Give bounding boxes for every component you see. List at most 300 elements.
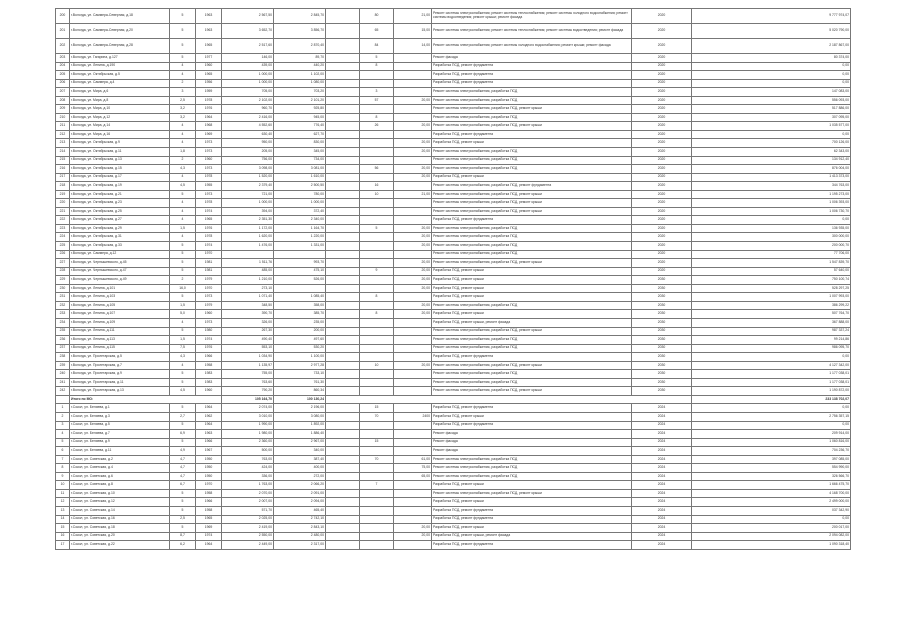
cell-cost	[394, 541, 432, 550]
cell-flats	[326, 438, 360, 447]
cell-cost: 20,00	[394, 139, 432, 148]
cell-flats	[326, 88, 360, 97]
cell-flats	[326, 387, 360, 396]
cell-cost: 20,00	[394, 361, 432, 370]
cell-living: 761,30	[274, 378, 326, 387]
cell-area: 1 000,00	[222, 199, 274, 208]
cell-period: 2024	[632, 489, 692, 498]
cell-works: Ремонт системы электроснабжения, разработка ПСД	[432, 242, 632, 251]
cell-no: 205	[56, 71, 70, 80]
cell-floors: 1,5	[170, 301, 196, 310]
cell-area: 326,00	[222, 318, 274, 327]
cell-floors: 5	[170, 259, 196, 268]
cell-sum: 300 000,00	[692, 233, 851, 242]
cell-period: 2020	[632, 190, 692, 199]
cell-works: Ремонт системы электроснабжения, разработка ПСД	[432, 472, 632, 481]
cell-flats	[326, 165, 360, 174]
table-row	[56, 301, 851, 310]
cell-cost: 61,00	[394, 455, 432, 464]
cell-year: 1973	[196, 190, 222, 199]
cell-no: 17	[56, 541, 70, 550]
cell-year: 1964	[196, 421, 222, 430]
cell-area: 1 172,00	[222, 224, 274, 233]
cell-flats	[326, 224, 360, 233]
cell-cost	[394, 156, 432, 165]
cell-no: 234	[56, 318, 70, 327]
cell-flats	[326, 404, 360, 413]
cell-sum: 1 007 993,00	[692, 293, 851, 302]
cell-flats	[326, 472, 360, 481]
subtotal-cell	[326, 395, 692, 404]
cell-period: 2030	[632, 353, 692, 362]
cell-works: Разработка ПСД, ремонт фундамента	[432, 130, 632, 139]
subtotal-cell: Итого по МО:	[70, 395, 222, 404]
cell-living: 1 331,00	[274, 242, 326, 251]
cell-address: г.Вологда, ул. Октябрьская, д.25	[70, 207, 170, 216]
cell-no: 220	[56, 199, 70, 208]
cell-sum: 1 666 475,70	[692, 481, 851, 490]
table-row	[56, 105, 851, 114]
cell-year: 1950	[196, 472, 222, 481]
cell-floors: 4,7	[170, 464, 196, 473]
cell-cost	[394, 88, 432, 97]
cell-flats	[326, 421, 360, 430]
subtotal-cell: 105 164,70	[222, 395, 274, 404]
cell-cost	[394, 498, 432, 507]
cell-address: г.Вологда, ул. Октябрьская, д.15	[70, 165, 170, 174]
table-row	[56, 438, 851, 447]
cell-floors: 3,2	[170, 105, 196, 114]
cell-no: 230	[56, 284, 70, 293]
cell-address: г.Вологда, ул. Пролетарская, д.13	[70, 387, 170, 396]
cell-year: 1964	[196, 113, 222, 122]
cell-no: 231	[56, 293, 70, 302]
cell-floors: 5	[170, 438, 196, 447]
cell-works: Ремонт системы электроснабжения, разработка ПСД, ремонт крыши	[432, 259, 632, 268]
cell-people	[360, 344, 394, 353]
cell-year: 1968	[196, 122, 222, 131]
subtotal-cell: 233 138 702,07	[692, 395, 851, 404]
cell-no: 14	[56, 515, 70, 524]
cell-year: 1973	[196, 148, 222, 157]
cell-works: Ремонт системы электроснабжения, разработка ПСД	[432, 464, 632, 473]
cell-people: 8	[360, 310, 394, 319]
cell-area: 394,00	[222, 207, 274, 216]
cell-works: Ремонт системы электроснабжения, разработка ПСД	[432, 370, 632, 379]
cell-year: 1962	[196, 412, 222, 421]
cell-people	[360, 421, 394, 430]
cell-living: 993,70	[274, 259, 326, 268]
cell-period: 2024	[632, 498, 692, 507]
cell-floors: 4,7	[170, 472, 196, 481]
cell-sum: 397 085,00	[692, 455, 851, 464]
cell-sum: 136 935,00	[692, 224, 851, 233]
cell-people: 10	[360, 361, 394, 370]
cell-people	[360, 233, 394, 242]
cell-cost: 65,00	[394, 472, 432, 481]
cell-sum: 57 640,00	[692, 267, 851, 276]
cell-floors: 5	[170, 39, 196, 54]
cell-flats	[326, 122, 360, 131]
cell-sum: 1 060 816,00	[692, 438, 851, 447]
cell-flats	[326, 148, 360, 157]
cell-sum: 62 343,00	[692, 148, 851, 157]
cell-people	[360, 353, 394, 362]
cell-works: Разработка ПСД, ремонт крыши	[432, 276, 632, 285]
cell-people	[360, 301, 394, 310]
cell-period: 2024	[632, 447, 692, 456]
cell-address: г.Вологда, ул. Октябрьская, д.17	[70, 173, 170, 182]
cell-year: 1979	[196, 301, 222, 310]
cell-sum: 9 777 974,07	[692, 9, 851, 24]
cell-area: 2 360,00	[222, 438, 274, 447]
cell-floors: 4	[170, 216, 196, 225]
cell-area: 2 007,00	[222, 498, 274, 507]
cell-flats	[326, 489, 360, 498]
cell-sum: 1 177 038,01	[692, 378, 851, 387]
cell-floors: 5	[170, 267, 196, 276]
table-row	[56, 515, 851, 524]
cell-address: г.Вологда, ул. Пролетарская, д.11	[70, 378, 170, 387]
cell-year: 1978	[196, 233, 222, 242]
cell-period: 2020	[632, 207, 692, 216]
cell-no: 204	[56, 62, 70, 71]
cell-flats	[326, 62, 360, 71]
cell-area: 1 071,40	[222, 293, 274, 302]
cell-works: Разработка ПСД, ремонт крыши	[432, 310, 632, 319]
cell-period: 2030	[632, 378, 692, 387]
cell-cost: 20,00	[394, 96, 432, 105]
cell-flats	[326, 541, 360, 550]
cell-period: 2030	[632, 293, 692, 302]
cell-cost: 20,00	[394, 276, 432, 285]
cell-no: 241	[56, 378, 70, 387]
cell-people: 84	[360, 39, 394, 54]
cell-works: Ремонт системы электроснабжения, разработка ПСД, ремонт крыши	[432, 122, 632, 131]
cell-sum: 209 914,00	[692, 430, 851, 439]
cell-area: 1 990,00	[222, 421, 274, 430]
cell-sum: 80 374,00	[692, 54, 851, 63]
cell-works: Разработка ПСД, ремонт крыши	[432, 139, 632, 148]
cell-flats	[326, 310, 360, 319]
cell-flats	[326, 301, 360, 310]
cell-cost: 20,00	[394, 284, 432, 293]
cell-period: 2024	[632, 472, 692, 481]
cell-cost: 20,00	[394, 148, 432, 157]
cell-floors: 4,3	[170, 353, 196, 362]
cell-period: 2024	[632, 464, 692, 473]
cell-floors: 2	[170, 276, 196, 285]
cell-area: 3 652,70	[222, 24, 274, 39]
cell-works: Ремонт фасада	[432, 430, 632, 439]
cell-year: 1976	[196, 344, 222, 353]
cell-year: 1950	[196, 455, 222, 464]
cell-works: Ремонт системы электроснабжения, разработка ПСД	[432, 156, 632, 165]
cell-people	[360, 156, 394, 165]
cell-flats	[326, 216, 360, 225]
cell-flats	[326, 455, 360, 464]
cell-area: 2 102,00	[222, 96, 274, 105]
cell-living: 734,00	[274, 156, 326, 165]
cell-address: г.Вологда, ул. Октябрьская, д.31	[70, 233, 170, 242]
cell-sum: 4 127 342,00	[692, 361, 851, 370]
cell-area: 1 520,00	[222, 173, 274, 182]
cell-area: 2 074,00	[222, 404, 274, 413]
cell-people	[360, 498, 394, 507]
cell-living	[274, 284, 326, 293]
cell-no: 15	[56, 524, 70, 533]
table-row	[56, 284, 851, 293]
cell-area: 485,00	[222, 267, 274, 276]
cell-flats	[326, 318, 360, 327]
cell-sum: 1 413 373,00	[692, 173, 851, 182]
cell-floors: 4,5	[170, 182, 196, 191]
cell-works: Разработка ПСД, ремонт фундамента	[432, 71, 632, 80]
cell-no: 232	[56, 301, 70, 310]
cell-flats	[326, 293, 360, 302]
cell-sum: 1 006 393,00	[692, 199, 851, 208]
cell-floors: 7,5	[170, 344, 196, 353]
cell-period: 2030	[632, 318, 692, 327]
cell-living: 1 100,00	[274, 353, 326, 362]
cell-cost	[394, 370, 432, 379]
cell-people: 70	[360, 412, 394, 421]
cell-flats	[326, 370, 360, 379]
table-row	[56, 378, 851, 387]
cell-area: 960,70	[222, 105, 274, 114]
cell-cost	[394, 378, 432, 387]
cell-floors: 6,7	[170, 481, 196, 490]
cell-year: 1983	[196, 378, 222, 387]
cell-address: г.Вологда, ул. Чернышевского, д.45	[70, 259, 170, 268]
cell-address: г.Сокол, ул. Советская, д.2	[70, 455, 170, 464]
cell-cost: 20,00	[394, 524, 432, 533]
table-row	[56, 541, 851, 550]
cell-floors: 4,9	[170, 447, 196, 456]
cell-sum: 1 177 038,01	[692, 370, 851, 379]
cell-people	[360, 387, 394, 396]
cell-people: 7	[360, 481, 394, 490]
table-row	[56, 387, 851, 396]
cell-works: Ремонт системы электроснабжения, разработка ПСД	[432, 148, 632, 157]
cell-people	[360, 71, 394, 80]
cell-cost: 20,00	[394, 173, 432, 182]
cell-no: 211	[56, 122, 70, 131]
cell-address: г.Сокол, ул. Советская, д.22	[70, 541, 170, 550]
cell-year: 1960	[196, 62, 222, 71]
cell-cost	[394, 506, 432, 515]
document-sheet	[55, 8, 850, 550]
cell-flats	[326, 284, 360, 293]
cell-no: 6	[56, 447, 70, 456]
cell-address: г.Сокол, ул. Беляева, д.11	[70, 447, 170, 456]
cell-no: 219	[56, 190, 70, 199]
cell-living	[274, 250, 326, 259]
cell-year: 1966	[196, 353, 222, 362]
cell-year: 1974	[196, 242, 222, 251]
cell-no: 223	[56, 224, 70, 233]
cell-people	[360, 464, 394, 473]
cell-living: 1 220,00	[274, 233, 326, 242]
cell-cost	[394, 489, 432, 498]
table-row	[56, 421, 851, 430]
table-row	[56, 24, 851, 39]
cell-sum: 344 763,00	[692, 182, 851, 191]
cell-period: 2020	[632, 113, 692, 122]
cell-address: г.Сокол, ул. Советская, д.16	[70, 515, 170, 524]
cell-sum: 200 017,00	[692, 524, 851, 533]
cell-people: 5	[360, 224, 394, 233]
cell-living: 945,00	[274, 113, 326, 122]
cell-sum: 750 100,74	[692, 276, 851, 285]
cell-works: Разработка ПСД, ремонт крыши	[432, 267, 632, 276]
cell-flats	[326, 79, 360, 88]
cell-cost	[394, 130, 432, 139]
cell-floors: 4	[170, 139, 196, 148]
cell-living: 1 164,70	[274, 224, 326, 233]
cell-living: 627,70	[274, 130, 326, 139]
cell-sum: 367 888,00	[692, 318, 851, 327]
cell-cost: 20,00	[394, 233, 432, 242]
table-row	[56, 88, 851, 97]
subtotal-cell	[56, 395, 70, 404]
table-row	[56, 276, 851, 285]
cell-people	[360, 139, 394, 148]
cell-floors: 5	[170, 24, 196, 39]
cell-address: г.Вологда, ул. Октябрьская, д.19	[70, 182, 170, 191]
table-row	[56, 344, 851, 353]
cell-living: 2 101,20	[274, 96, 326, 105]
cell-sum: 987 337,24	[692, 327, 851, 336]
cell-period: 2030	[632, 387, 692, 396]
table-row	[56, 481, 851, 490]
cell-period: 2030	[632, 344, 692, 353]
table-row	[56, 9, 851, 24]
table-row	[56, 130, 851, 139]
cell-area: 763,60	[222, 378, 274, 387]
cell-works: Ремонт фасада	[432, 438, 632, 447]
cell-flats	[326, 267, 360, 276]
cell-period: 2024	[632, 404, 692, 413]
cell-year: 1974	[196, 207, 222, 216]
cell-sum: 2 756 357,15	[692, 412, 851, 421]
cell-living: 2 742,10	[274, 515, 326, 524]
cell-address: г.Вологда, ул. Ленина, д.109	[70, 318, 170, 327]
cell-address: г.Вологда, ул. Октябрьская, д.9	[70, 139, 170, 148]
cell-address: г.Сокол, ул. Советская, д.8	[70, 481, 170, 490]
cell-area: 3 098,00	[222, 165, 274, 174]
cell-works: Разработка ПСД, ремонт крыши	[432, 293, 632, 302]
cell-works: Ремонт системы электроснабжения, разработка ПСД, ремонт фундамента	[432, 182, 632, 191]
cell-year: 1960	[196, 387, 222, 396]
cell-sum: 0,00	[692, 71, 851, 80]
cell-address: г.Вологда, ул. Ленина, д.107	[70, 310, 170, 319]
cell-year: 1964	[196, 541, 222, 550]
cell-people	[360, 250, 394, 259]
cell-area: 2 449,00	[222, 541, 274, 550]
cell-address: г.Вологда, ул. Ленина, д.190	[70, 62, 170, 71]
cell-no: 240	[56, 370, 70, 379]
cell-area: 4 552,60	[222, 122, 274, 131]
cell-floors: 5	[170, 293, 196, 302]
cell-floors: 5	[170, 327, 196, 336]
cell-floors: 4	[170, 233, 196, 242]
cell-year: 1955	[196, 182, 222, 191]
cell-sum: 704 236,70	[692, 447, 851, 456]
cell-people	[360, 489, 394, 498]
cell-area: 1 511,76	[222, 259, 274, 268]
cell-sum: 307 095,00	[692, 113, 851, 122]
cell-no: 202	[56, 39, 70, 54]
cell-sum: 0,00	[692, 216, 851, 225]
cell-works: Разработка ПСД, ремонт крыши, ремонт фасада	[432, 318, 632, 327]
cell-cost	[394, 79, 432, 88]
cell-floors: 5	[170, 54, 196, 63]
cell-cost	[394, 216, 432, 225]
cell-area: 1 000,00	[222, 71, 274, 80]
cell-year: 1959	[196, 88, 222, 97]
cell-area: 2 351,30	[222, 216, 274, 225]
cell-works: Разработка ПСД, ремонт крыши	[432, 481, 632, 490]
cell-living: 235,00	[274, 318, 326, 327]
cell-works: Ремонт системы электроснабжения, разработка ПСД, ремонт крыши	[432, 489, 632, 498]
cell-people	[360, 242, 394, 251]
cell-floors: 4,3	[170, 165, 196, 174]
cell-works: Ремонт системы электроснабжения, разработка ПСД, ремонт крыши	[432, 207, 632, 216]
cell-no: 242	[56, 387, 70, 396]
cell-no: 7	[56, 455, 70, 464]
cell-no: 5	[56, 438, 70, 447]
cell-floors: 5	[170, 250, 196, 259]
cell-period: 2020	[632, 233, 692, 242]
cell-works: Ремонт системы электроснабжения, разработка ПСД	[432, 96, 632, 105]
cell-flats	[326, 113, 360, 122]
cell-no: 12	[56, 498, 70, 507]
cell-area	[222, 250, 274, 259]
cell-floors: 5	[170, 242, 196, 251]
cell-works: Ремонт системы электроснабжения, разработка ПСД, ремонт крыши	[432, 105, 632, 114]
cell-people: 26	[360, 122, 394, 131]
cell-floors: 3	[170, 88, 196, 97]
cell-period: 2030	[632, 336, 692, 345]
table-row	[56, 361, 851, 370]
cell-cost	[394, 71, 432, 80]
cell-sum: 0,00	[692, 130, 851, 139]
cell-address: г.Вологда, ул. Ленина, д.113	[70, 336, 170, 345]
cell-address: г.Вологда, ул. Октябрьская, д.13	[70, 156, 170, 165]
cell-year: 1974	[196, 336, 222, 345]
cell-flats	[326, 96, 360, 105]
cell-works: Ремонт фасада	[432, 447, 632, 456]
table-row	[56, 489, 851, 498]
cell-living: 200,00	[274, 327, 326, 336]
table-row	[56, 464, 851, 473]
cell-period: 2024	[632, 515, 692, 524]
cell-cost: 20,00	[394, 267, 432, 276]
cell-cost: 20,00	[394, 532, 432, 541]
cell-works: Разработка ПСД, ремонт фундамента	[432, 541, 632, 550]
table-row	[56, 412, 851, 421]
cell-cost	[394, 404, 432, 413]
cell-works: Ремонт системы электроснабжения, разработка ПСД	[432, 165, 632, 174]
cell-cost	[394, 421, 432, 430]
cell-area: 2 550,00	[222, 532, 274, 541]
cell-area: 721,00	[222, 190, 274, 199]
cell-sum: 554 990,00	[692, 464, 851, 473]
cell-address: г.Вологда, ул. Мира, д.16	[70, 130, 170, 139]
subtotal-row	[56, 395, 851, 404]
cell-people: 9	[360, 267, 394, 276]
